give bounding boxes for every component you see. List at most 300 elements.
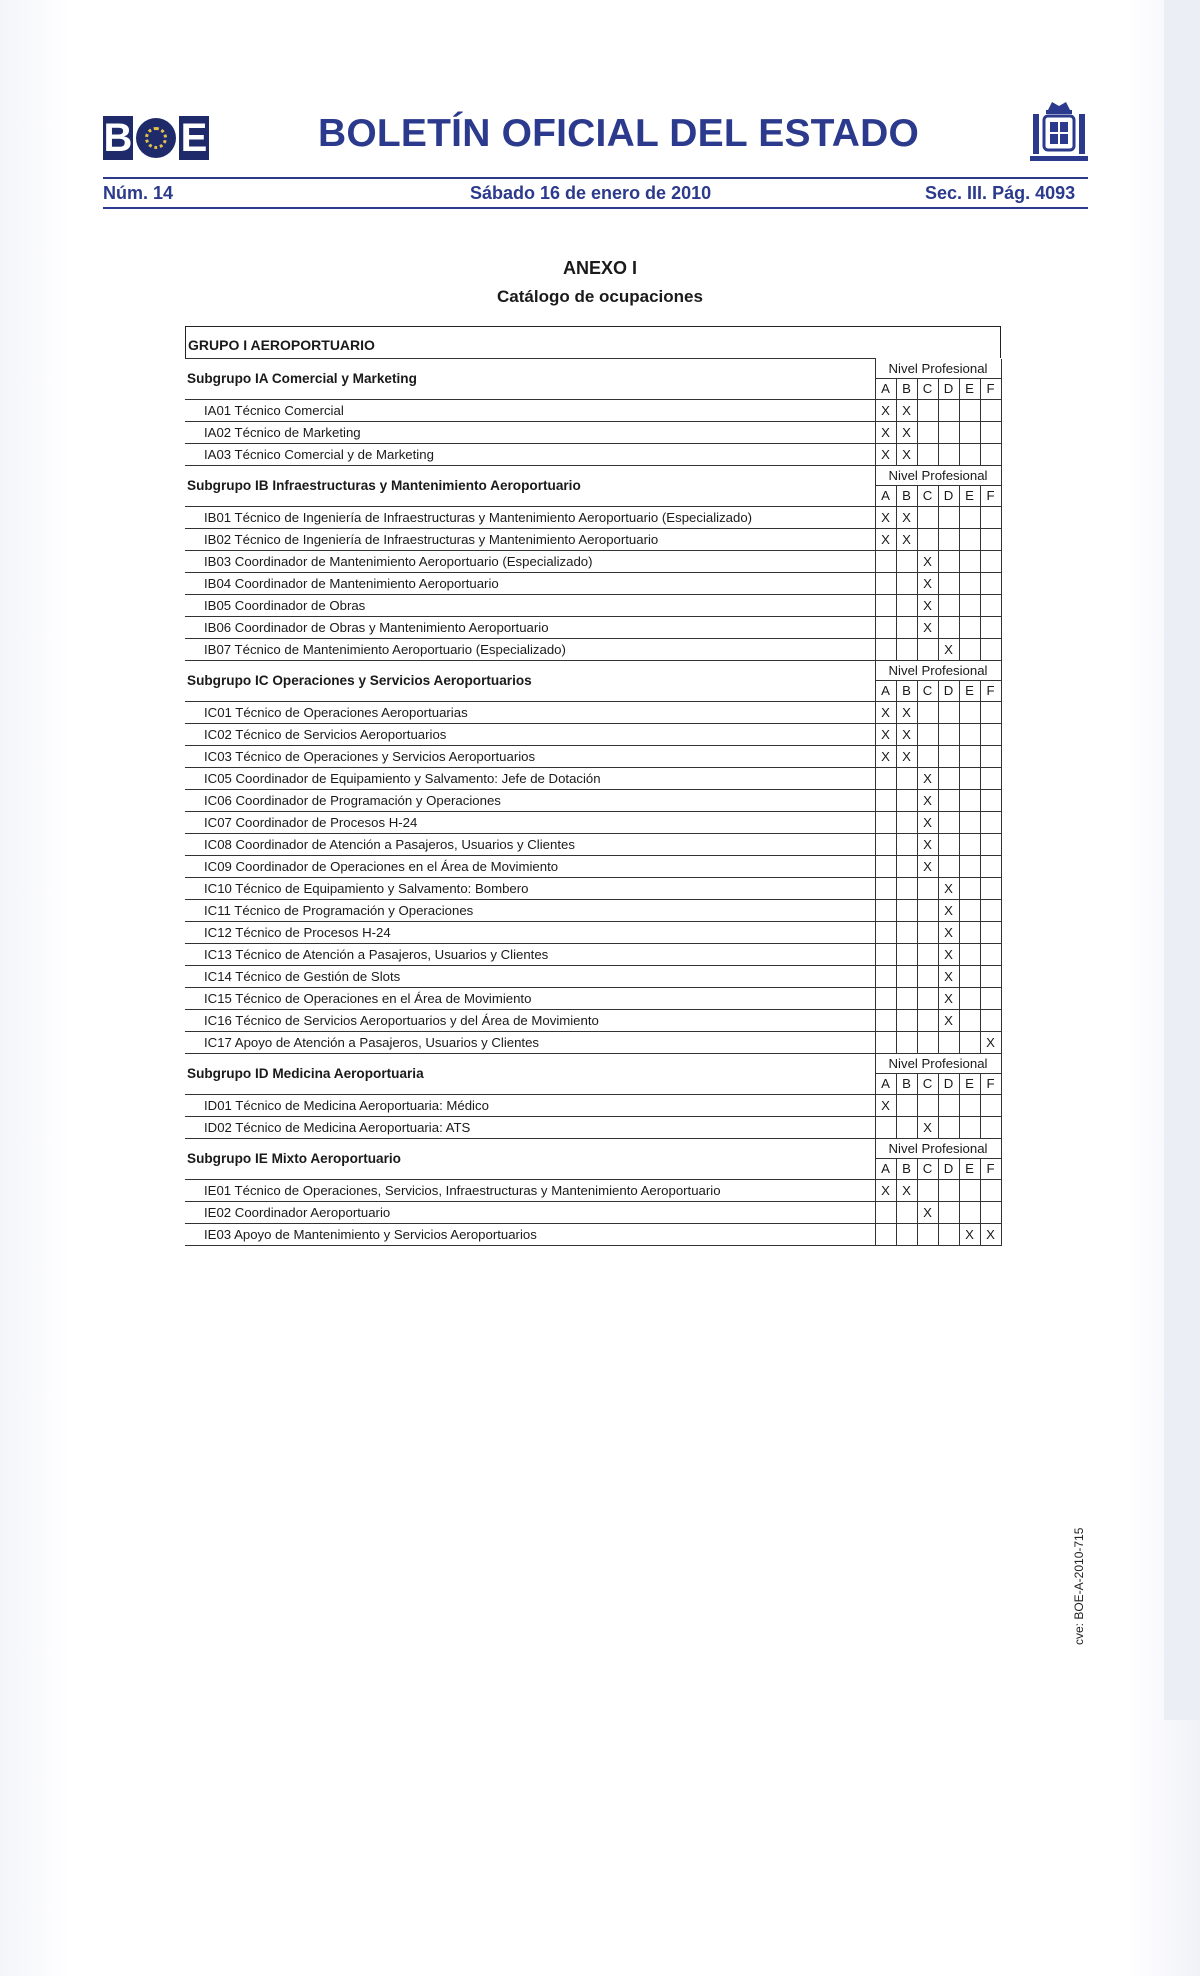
level-mark-c xyxy=(917,877,938,899)
level-mark-a xyxy=(875,1201,896,1223)
level-mark-f xyxy=(980,550,1001,572)
level-mark-a: X xyxy=(875,443,896,465)
level-mark-f: X xyxy=(980,1223,1001,1245)
level-mark-b xyxy=(896,767,917,789)
occupation-name: IC11 Técnico de Programación y Operaciones xyxy=(185,899,875,921)
level-mark-f xyxy=(980,1009,1001,1031)
occupation-name: ID01 Técnico de Medicina Aeroportuaria: Médico xyxy=(185,1094,875,1116)
level-mark-c: X xyxy=(917,616,938,638)
level-mark-e xyxy=(959,723,980,745)
level-mark-e xyxy=(959,421,980,443)
level-mark-b xyxy=(896,638,917,660)
level-letter: F xyxy=(980,680,1001,701)
level-mark-d xyxy=(938,1223,959,1245)
level-mark-c: X xyxy=(917,1116,938,1138)
level-mark-c xyxy=(917,399,938,421)
level-letter: C xyxy=(917,1158,938,1179)
level-mark-a xyxy=(875,789,896,811)
level-mark-c xyxy=(917,723,938,745)
level-mark-f xyxy=(980,506,1001,528)
level-letter: F xyxy=(980,378,1001,399)
level-mark-f xyxy=(980,877,1001,899)
occupation-row xyxy=(185,399,1001,421)
level-mark-f xyxy=(980,1201,1001,1223)
occupation-name: IC13 Técnico de Atención a Pasajeros, Usuarios y Clientes xyxy=(185,943,875,965)
occupation-name: IC01 Técnico de Operaciones Aeroportuarias xyxy=(185,701,875,723)
level-mark-d xyxy=(938,616,959,638)
occupation-name: IE01 Técnico de Operaciones, Servicios, Infraestructuras y Mantenimiento Aeroportuario xyxy=(185,1179,875,1201)
level-mark-e xyxy=(959,943,980,965)
level-mark-a xyxy=(875,638,896,660)
level-mark-f xyxy=(980,528,1001,550)
level-letter: E xyxy=(959,378,980,399)
level-letter: D xyxy=(938,485,959,506)
occupation-row xyxy=(185,443,1001,465)
occupation-name: IE03 Apoyo de Mantenimiento y Servicios Aeroportuarios xyxy=(185,1223,875,1245)
level-mark-a: X xyxy=(875,723,896,745)
level-mark-c xyxy=(917,899,938,921)
level-mark-c xyxy=(917,421,938,443)
level-mark-e xyxy=(959,550,980,572)
level-mark-d xyxy=(938,789,959,811)
occupation-row xyxy=(185,506,1001,528)
level-mark-a: X xyxy=(875,1094,896,1116)
level-mark-e xyxy=(959,745,980,767)
occupation-row xyxy=(185,550,1001,572)
level-mark-e xyxy=(959,811,980,833)
subgroup-header-row xyxy=(185,1138,1001,1158)
level-mark-f xyxy=(980,594,1001,616)
level-mark-f xyxy=(980,789,1001,811)
level-mark-c xyxy=(917,1094,938,1116)
level-mark-d xyxy=(938,421,959,443)
level-mark-d xyxy=(938,767,959,789)
level-letter: C xyxy=(917,680,938,701)
occupation-row xyxy=(185,833,1001,855)
level-mark-e xyxy=(959,399,980,421)
level-mark-f xyxy=(980,987,1001,1009)
level-letter: E xyxy=(959,1158,980,1179)
level-mark-a xyxy=(875,943,896,965)
level-letter: A xyxy=(875,485,896,506)
level-mark-e xyxy=(959,1116,980,1138)
level-mark-f xyxy=(980,701,1001,723)
occupation-row xyxy=(185,1009,1001,1031)
occupation-name: IC10 Técnico de Equipamiento y Salvamento: Bombero xyxy=(185,877,875,899)
occupation-row xyxy=(185,616,1001,638)
level-mark-c xyxy=(917,987,938,1009)
level-mark-e xyxy=(959,616,980,638)
nivel-profesional-header: Nivel Profesional xyxy=(875,465,1001,485)
level-mark-a xyxy=(875,594,896,616)
level-mark-e xyxy=(959,833,980,855)
level-mark-b xyxy=(896,1009,917,1031)
occupation-name: IA03 Técnico Comercial y de Marketing xyxy=(185,443,875,465)
level-mark-f xyxy=(980,767,1001,789)
level-mark-e xyxy=(959,877,980,899)
level-mark-f xyxy=(980,745,1001,767)
occupation-catalog-table xyxy=(185,358,1002,1246)
level-mark-e xyxy=(959,594,980,616)
occupation-row xyxy=(185,594,1001,616)
occupation-row xyxy=(185,1031,1001,1053)
occupation-name: IA02 Técnico de Marketing xyxy=(185,421,875,443)
level-mark-d xyxy=(938,745,959,767)
level-mark-b xyxy=(896,811,917,833)
level-mark-c: X xyxy=(917,789,938,811)
level-mark-d: X xyxy=(938,987,959,1009)
level-mark-e xyxy=(959,899,980,921)
level-mark-a xyxy=(875,616,896,638)
level-mark-f xyxy=(980,421,1001,443)
level-mark-f xyxy=(980,899,1001,921)
level-mark-f xyxy=(980,965,1001,987)
level-mark-c xyxy=(917,1223,938,1245)
level-mark-d: X xyxy=(938,899,959,921)
level-letter: B xyxy=(896,485,917,506)
occupation-name: IB03 Coordinador de Mantenimiento Aeroportuario (Especializado) xyxy=(185,550,875,572)
annex-subtitle: Catálogo de ocupaciones xyxy=(497,287,703,306)
level-mark-a: X xyxy=(875,421,896,443)
level-mark-a: X xyxy=(875,701,896,723)
level-mark-c: X xyxy=(917,594,938,616)
level-mark-d xyxy=(938,1031,959,1053)
level-letter: F xyxy=(980,1073,1001,1094)
level-letter: D xyxy=(938,378,959,399)
level-letter: D xyxy=(938,1073,959,1094)
level-mark-d xyxy=(938,594,959,616)
level-mark-a xyxy=(875,572,896,594)
level-mark-f xyxy=(980,833,1001,855)
level-mark-b: X xyxy=(896,506,917,528)
level-mark-c xyxy=(917,638,938,660)
level-mark-d xyxy=(938,1116,959,1138)
subgroup-header-row xyxy=(185,359,1001,379)
level-mark-a xyxy=(875,987,896,1009)
occupation-row xyxy=(185,638,1001,660)
level-mark-c xyxy=(917,528,938,550)
occupation-row xyxy=(185,572,1001,594)
occupation-name: IB02 Técnico de Ingeniería de Infraestructuras y Mantenimiento Aeroportuario xyxy=(185,528,875,550)
level-mark-b: X xyxy=(896,399,917,421)
occupation-row xyxy=(185,723,1001,745)
level-letter: E xyxy=(959,680,980,701)
subgroup-title: Subgrupo ID Medicina Aeroportuaria xyxy=(185,1053,875,1094)
level-mark-c xyxy=(917,1031,938,1053)
coat-of-arms-icon xyxy=(1030,100,1088,166)
occupation-row xyxy=(185,701,1001,723)
level-mark-d xyxy=(938,723,959,745)
issue-date: Sábado 16 de enero de 2010 xyxy=(470,183,712,203)
level-mark-b xyxy=(896,1094,917,1116)
subgroup-title: Subgrupo IC Operaciones y Servicios Aeroportuarios xyxy=(185,660,875,701)
occupation-row xyxy=(185,1179,1001,1201)
level-mark-e xyxy=(959,1179,980,1201)
section-page xyxy=(925,183,1075,204)
level-mark-f xyxy=(980,399,1001,421)
level-mark-e xyxy=(959,1031,980,1053)
cve-code: cve: BOE-A-2010-715 xyxy=(1072,1527,1086,1645)
level-mark-f xyxy=(980,1116,1001,1138)
level-mark-c: X xyxy=(917,767,938,789)
subgroup-title: Subgrupo IA Comercial y Marketing xyxy=(185,359,875,400)
level-mark-d xyxy=(938,1179,959,1201)
level-mark-f xyxy=(980,811,1001,833)
level-letter: B xyxy=(896,378,917,399)
level-mark-d: X xyxy=(938,943,959,965)
occupation-name: ID02 Técnico de Medicina Aeroportuaria: ATS xyxy=(185,1116,875,1138)
level-mark-b: X xyxy=(896,745,917,767)
level-letter: A xyxy=(875,378,896,399)
level-mark-d xyxy=(938,833,959,855)
annex-title: ANEXO I xyxy=(562,258,637,278)
level-letter: D xyxy=(938,680,959,701)
level-mark-d xyxy=(938,443,959,465)
level-letter: A xyxy=(875,1073,896,1094)
level-mark-d: X xyxy=(938,965,959,987)
nivel-profesional-header: Nivel Profesional xyxy=(875,359,1001,379)
section-label: Sec. III. xyxy=(925,183,988,203)
level-mark-a xyxy=(875,877,896,899)
occupation-name: IB07 Técnico de Mantenimiento Aeroportuario (Especializado) xyxy=(185,638,875,660)
level-mark-b: X xyxy=(896,1179,917,1201)
level-mark-d xyxy=(938,572,959,594)
level-mark-a xyxy=(875,1009,896,1031)
level-mark-a xyxy=(875,833,896,855)
occupation-name: IB06 Coordinador de Obras y Mantenimiento Aeroportuario xyxy=(185,616,875,638)
level-letter: B xyxy=(896,1158,917,1179)
occupation-name: IC12 Técnico de Procesos H-24 xyxy=(185,921,875,943)
level-letter: E xyxy=(959,1073,980,1094)
occupation-name: IC17 Apoyo de Atención a Pasajeros, Usuarios y Clientes xyxy=(185,1031,875,1053)
level-mark-a xyxy=(875,965,896,987)
level-mark-a: X xyxy=(875,745,896,767)
level-mark-e xyxy=(959,921,980,943)
subgroup-header-row xyxy=(185,465,1001,485)
level-mark-d xyxy=(938,811,959,833)
level-mark-d: X xyxy=(938,638,959,660)
level-mark-e xyxy=(959,855,980,877)
level-mark-f xyxy=(980,1094,1001,1116)
level-mark-c xyxy=(917,943,938,965)
occupation-name: IC08 Coordinador de Atención a Pasajeros, Usuarios y Clientes xyxy=(185,833,875,855)
occupation-row xyxy=(185,811,1001,833)
occupation-row xyxy=(185,899,1001,921)
level-mark-a xyxy=(875,1116,896,1138)
level-mark-b xyxy=(896,1223,917,1245)
level-mark-c xyxy=(917,965,938,987)
level-mark-b xyxy=(896,877,917,899)
level-mark-c: X xyxy=(917,1201,938,1223)
level-mark-c xyxy=(917,443,938,465)
occupation-name: IC14 Técnico de Gestión de Slots xyxy=(185,965,875,987)
level-mark-b: X xyxy=(896,701,917,723)
issue-number: Núm. 14 xyxy=(103,183,174,203)
level-mark-b xyxy=(896,943,917,965)
level-letter: A xyxy=(875,680,896,701)
level-mark-e xyxy=(959,1009,980,1031)
level-mark-f xyxy=(980,616,1001,638)
occupation-row xyxy=(185,745,1001,767)
level-mark-e xyxy=(959,638,980,660)
level-mark-d: X xyxy=(938,921,959,943)
level-mark-b: X xyxy=(896,443,917,465)
occupation-name: IB04 Coordinador de Mantenimiento Aeroportuario xyxy=(185,572,875,594)
cve-reference xyxy=(1072,1495,1090,1645)
level-letter: D xyxy=(938,1158,959,1179)
level-mark-c: X xyxy=(917,550,938,572)
level-mark-e: X xyxy=(959,1223,980,1245)
level-mark-a xyxy=(875,855,896,877)
level-mark-d xyxy=(938,855,959,877)
level-mark-b: X xyxy=(896,723,917,745)
level-mark-c xyxy=(917,745,938,767)
occupation-row xyxy=(185,1094,1001,1116)
level-mark-b xyxy=(896,965,917,987)
level-letter: C xyxy=(917,378,938,399)
occupation-row xyxy=(185,921,1001,943)
level-letter: C xyxy=(917,1073,938,1094)
nivel-profesional-header: Nivel Profesional xyxy=(875,660,1001,680)
nivel-profesional-header: Nivel Profesional xyxy=(875,1138,1001,1158)
occupation-name: IC06 Coordinador de Programación y Operaciones xyxy=(185,789,875,811)
level-mark-f: X xyxy=(980,1031,1001,1053)
header-rule-bottom xyxy=(103,207,1088,209)
page-number: Pág. 4093 xyxy=(992,183,1076,203)
level-mark-f xyxy=(980,1179,1001,1201)
level-mark-b xyxy=(896,616,917,638)
occupation-name: IB05 Coordinador de Obras xyxy=(185,594,875,616)
level-mark-e xyxy=(959,1201,980,1223)
occupation-row xyxy=(185,421,1001,443)
level-mark-b xyxy=(896,899,917,921)
level-mark-c xyxy=(917,701,938,723)
level-mark-d xyxy=(938,506,959,528)
level-letter: F xyxy=(980,1158,1001,1179)
level-mark-a: X xyxy=(875,528,896,550)
boe-logo xyxy=(103,113,211,163)
occupation-name: IA01 Técnico Comercial xyxy=(185,399,875,421)
occupation-name: IC07 Coordinador de Procesos H-24 xyxy=(185,811,875,833)
level-mark-b xyxy=(896,789,917,811)
level-mark-b xyxy=(896,921,917,943)
subgroup-title: Subgrupo IB Infraestructuras y Mantenimiento Aeroportuario xyxy=(185,465,875,506)
level-mark-b xyxy=(896,572,917,594)
level-mark-e xyxy=(959,443,980,465)
occupation-row xyxy=(185,855,1001,877)
occupation-name: IC05 Coordinador de Equipamiento y Salvamento: Jefe de Dotación xyxy=(185,767,875,789)
logo-block-right: E xyxy=(180,116,208,160)
level-mark-f xyxy=(980,855,1001,877)
level-mark-b xyxy=(896,1201,917,1223)
occupation-row xyxy=(185,877,1001,899)
occupation-row xyxy=(185,528,1001,550)
level-mark-e xyxy=(959,1094,980,1116)
subgroup-header-row xyxy=(185,660,1001,680)
occupation-name: IC15 Técnico de Operaciones en el Área de Movimiento xyxy=(185,987,875,1009)
logo-emblem xyxy=(136,118,176,158)
level-mark-a xyxy=(875,921,896,943)
level-mark-e xyxy=(959,987,980,1009)
level-mark-a xyxy=(875,767,896,789)
level-mark-a xyxy=(875,1223,896,1245)
gazette-title: BOLETÍN OFICIAL DEL ESTADO xyxy=(318,112,920,155)
level-mark-c: X xyxy=(917,855,938,877)
level-mark-f xyxy=(980,638,1001,660)
level-mark-d xyxy=(938,550,959,572)
level-mark-c xyxy=(917,1179,938,1201)
level-letter: E xyxy=(959,485,980,506)
level-letter: F xyxy=(980,485,1001,506)
occupation-row xyxy=(185,987,1001,1009)
level-mark-b: X xyxy=(896,528,917,550)
level-mark-d xyxy=(938,528,959,550)
occupation-row xyxy=(185,1116,1001,1138)
occupation-row xyxy=(185,943,1001,965)
level-mark-b xyxy=(896,1031,917,1053)
level-mark-c: X xyxy=(917,572,938,594)
level-mark-f xyxy=(980,921,1001,943)
level-mark-a xyxy=(875,899,896,921)
level-mark-d xyxy=(938,1201,959,1223)
level-mark-e xyxy=(959,767,980,789)
occupation-name: IC02 Técnico de Servicios Aeroportuarios xyxy=(185,723,875,745)
level-mark-e xyxy=(959,701,980,723)
level-mark-d: X xyxy=(938,877,959,899)
level-mark-a xyxy=(875,550,896,572)
occupation-row xyxy=(185,767,1001,789)
subgroup-title: Subgrupo IE Mixto Aeroportuario xyxy=(185,1138,875,1179)
level-letter: B xyxy=(896,680,917,701)
logo-block-left: B xyxy=(103,116,133,160)
level-letter: A xyxy=(875,1158,896,1179)
level-letter: C xyxy=(917,485,938,506)
level-mark-a xyxy=(875,811,896,833)
header-rule-top xyxy=(103,177,1088,179)
occupation-row xyxy=(185,1223,1001,1245)
level-mark-d: X xyxy=(938,1009,959,1031)
level-mark-a: X xyxy=(875,399,896,421)
subgroup-header-row xyxy=(185,1053,1001,1073)
level-mark-e xyxy=(959,506,980,528)
level-mark-a: X xyxy=(875,506,896,528)
level-mark-f xyxy=(980,943,1001,965)
level-mark-b xyxy=(896,550,917,572)
occupation-row xyxy=(185,1201,1001,1223)
occupation-name: IE02 Coordinador Aeroportuario xyxy=(185,1201,875,1223)
level-mark-c xyxy=(917,506,938,528)
occupation-row xyxy=(185,965,1001,987)
level-mark-b xyxy=(896,833,917,855)
level-mark-a: X xyxy=(875,1179,896,1201)
occupation-row xyxy=(185,789,1001,811)
occupation-name: IC16 Técnico de Servicios Aeroportuarios y del Área de Movimiento xyxy=(185,1009,875,1031)
level-mark-b xyxy=(896,1116,917,1138)
level-letter: B xyxy=(896,1073,917,1094)
level-mark-a xyxy=(875,1031,896,1053)
level-mark-f xyxy=(980,723,1001,745)
level-mark-e xyxy=(959,789,980,811)
level-mark-c xyxy=(917,921,938,943)
level-mark-f xyxy=(980,572,1001,594)
level-mark-c xyxy=(917,1009,938,1031)
nivel-profesional-header: Nivel Profesional xyxy=(875,1053,1001,1073)
level-mark-b xyxy=(896,594,917,616)
level-mark-b xyxy=(896,855,917,877)
level-mark-f xyxy=(980,443,1001,465)
level-mark-b: X xyxy=(896,421,917,443)
level-mark-c: X xyxy=(917,811,938,833)
